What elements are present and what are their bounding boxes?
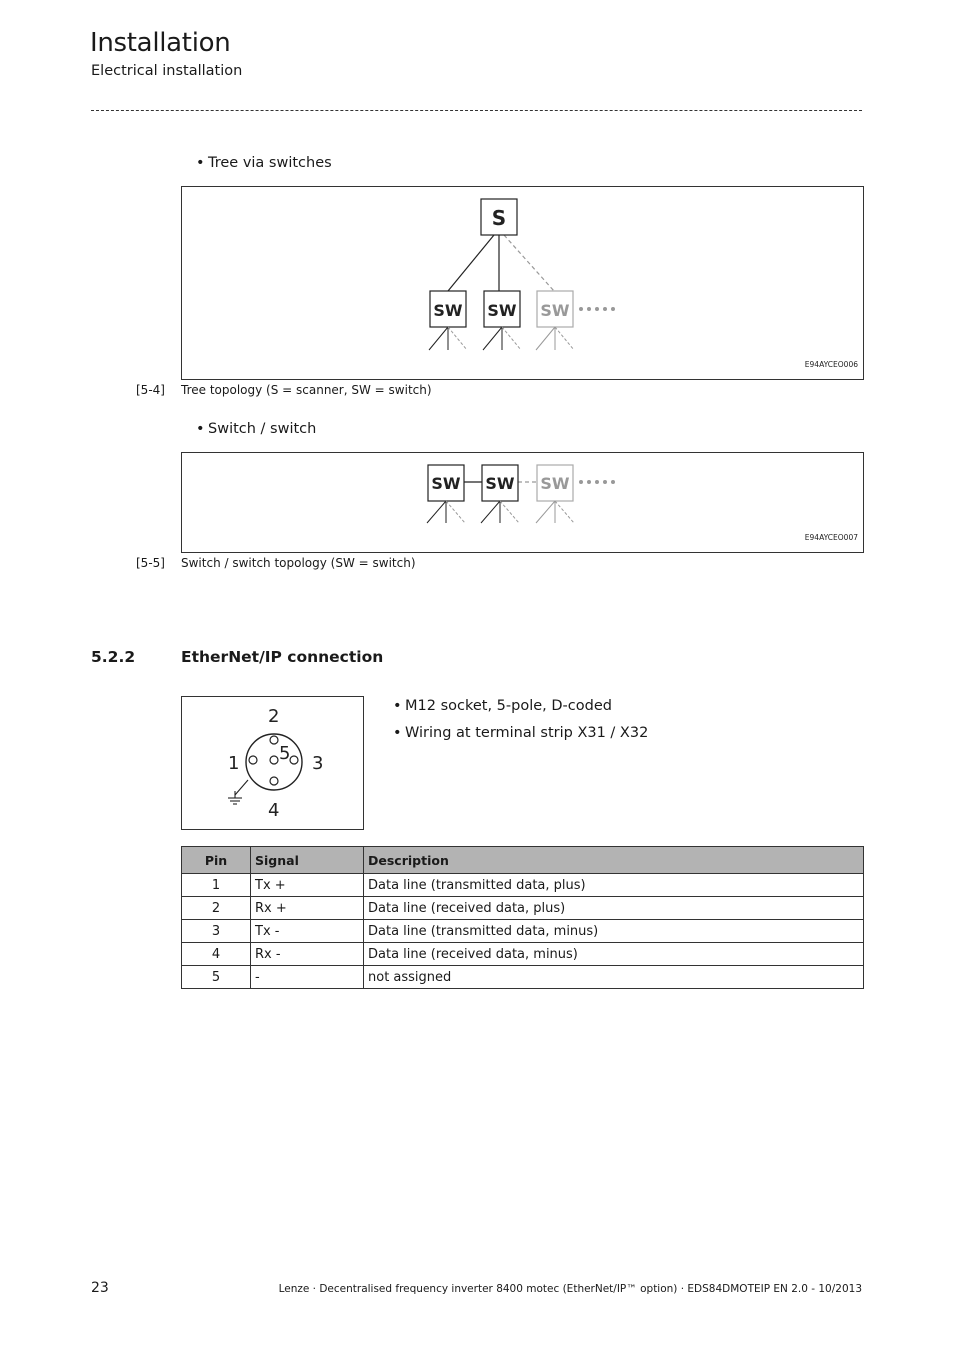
bullet-wiring: • Wiring at terminal strip X31 / X32 <box>393 725 649 741</box>
pin-label-2: 2 <box>268 706 280 727</box>
cell-description: Data line (transmitted data, plus) <box>364 874 864 897</box>
caption-text-switch: Switch / switch topology (SW = switch) <box>181 556 416 570</box>
bullet-switch: • Switch / switch <box>196 421 317 437</box>
caption-number-tree: [5-4] <box>136 383 165 397</box>
bullet-m12-label: M12 socket, 5-pole, D-coded <box>405 698 612 714</box>
cell-signal: - <box>251 966 364 989</box>
page-title: Installation <box>90 28 231 58</box>
table-row <box>182 966 864 989</box>
switch-label-2: SW <box>487 301 517 320</box>
m12-connector-figure <box>181 696 364 830</box>
cell-pin: 3 <box>182 920 251 943</box>
sw-continuation-dots <box>579 480 615 484</box>
table-row <box>182 874 864 897</box>
scanner-label: S <box>491 206 507 230</box>
pin-label-1: 1 <box>228 753 240 774</box>
header-signal: Signal <box>251 847 364 874</box>
table-row <box>182 897 864 920</box>
section-number: 5.2.2 <box>91 648 136 666</box>
header-divider <box>91 110 862 111</box>
pin-hole-3 <box>290 756 298 764</box>
cell-signal: Rx - <box>251 943 364 966</box>
sw-label-2: SW <box>485 474 515 493</box>
cell-signal: Tx - <box>251 920 364 943</box>
figure-code-switch: E94AYCEO007 <box>804 533 858 542</box>
table-row <box>182 920 864 943</box>
cell-description: Data line (transmitted data, minus) <box>364 920 864 943</box>
switch-topology-figure <box>181 452 864 553</box>
pin-label-3: 3 <box>312 753 324 774</box>
sw-label-3: SW <box>540 474 570 493</box>
header-pin: Pin <box>182 847 251 874</box>
caption-number-switch: [5-5] <box>136 556 165 570</box>
pin-assignment-table <box>181 846 864 989</box>
connector-outline <box>246 734 302 790</box>
pin-hole-1 <box>249 756 257 764</box>
continuation-dots <box>579 307 615 311</box>
cell-pin: 5 <box>182 966 251 989</box>
pin-label-4: 4 <box>268 800 280 821</box>
page-number: 23 <box>91 1280 109 1296</box>
pin-hole-5 <box>270 756 278 764</box>
bullet-m12: • M12 socket, 5-pole, D-coded <box>393 698 612 714</box>
pin-hole-4 <box>270 777 278 785</box>
cell-pin: 4 <box>182 943 251 966</box>
footer-text: Lenze · Decentralised frequency inverter 8400 motec (EtherNet/IP™ option) · EDS84DMOTEIP EN 2.0 - 10/2013 <box>278 1283 862 1295</box>
cell-pin: 2 <box>182 897 251 920</box>
bullet-wiring-label: Wiring at terminal strip X31 / X32 <box>405 725 649 741</box>
pin-label-5: 5 <box>279 743 291 764</box>
caption-text-tree: Tree topology (S = scanner, SW = switch) <box>181 383 432 397</box>
switch-topology-diagram <box>182 453 863 552</box>
pin-hole-2 <box>270 736 278 744</box>
cell-description: not assigned <box>364 966 864 989</box>
tree-topology-figure <box>181 186 864 380</box>
cell-pin: 1 <box>182 874 251 897</box>
cell-description: Data line (received data, plus) <box>364 897 864 920</box>
figure-code-tree: E94AYCEO006 <box>804 360 858 369</box>
ground-icon <box>228 780 248 804</box>
cell-signal: Rx + <box>251 897 364 920</box>
table-row <box>182 943 864 966</box>
switch-label-3: SW <box>540 301 570 320</box>
cell-description: Data line (received data, minus) <box>364 943 864 966</box>
sw-label-1: SW <box>431 474 461 493</box>
cell-signal: Tx + <box>251 874 364 897</box>
page-subtitle: Electrical installation <box>91 63 243 79</box>
bullet-switch-label: Switch / switch <box>208 421 317 437</box>
section-title: EtherNet/IP connection <box>181 648 384 666</box>
m12-connector-diagram <box>182 697 363 829</box>
header-description: Description <box>364 847 864 874</box>
switch-label-1: SW <box>433 301 463 320</box>
bullet-tree: • Tree via switches <box>196 155 332 171</box>
table-header-row <box>182 847 864 874</box>
bullet-tree-label: Tree via switches <box>208 155 332 171</box>
tree-topology-diagram <box>182 187 863 379</box>
